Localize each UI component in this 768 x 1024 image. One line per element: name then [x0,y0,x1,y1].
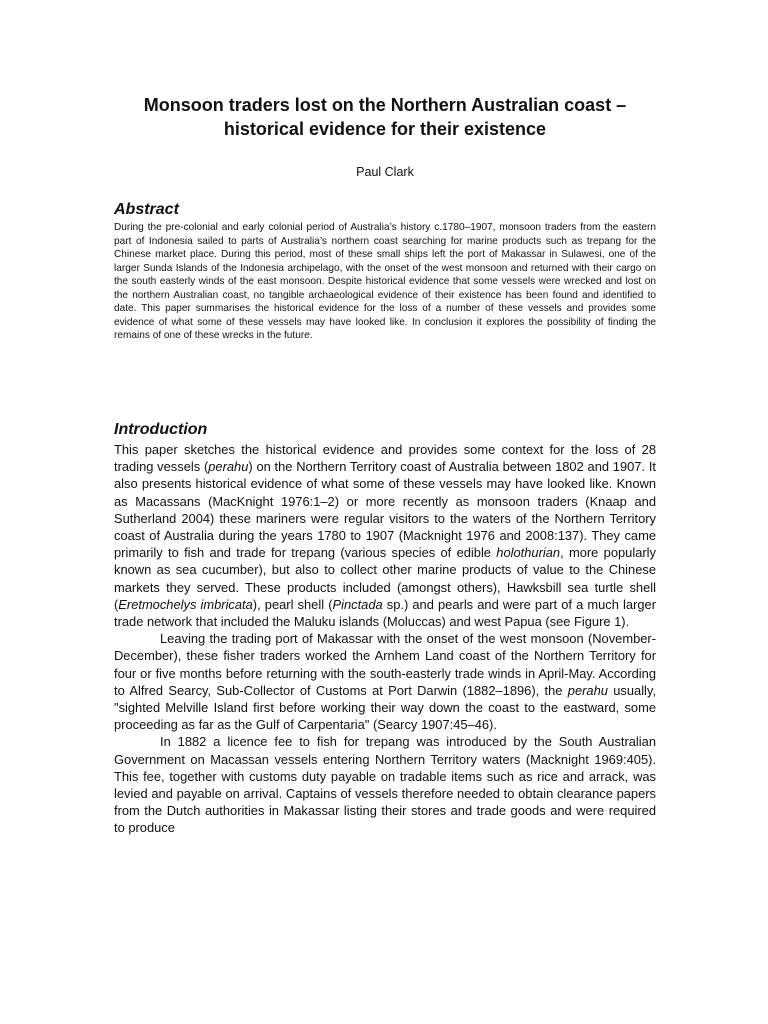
paper-title-line-2: historical evidence for their existence [223,119,547,139]
italic-term-perahu: perahu [208,459,249,475]
text-run: , more popularly known as sea cucumber), but also to collect other marine products of value to the Chinese markets they served. These products included (amongst others), Hawksbill sea turtle shell ( [114,545,656,612]
paper-title [114,93,656,141]
abstract-heading: Abstract [114,201,179,218]
italic-term-perahu: perahu [567,682,608,698]
text-run: usually, "sighted Melville Island first before working their way down the coast to the eastward, some proceeding as far as the Gulf of Carpentaria" (Searcy 1907:45–46). [114,682,656,733]
text-run: sp.) and pearls and were part of a much larger trade network that included the Maluku islands (Moluccas) and west Papua (see Figure 1). [114,596,656,630]
introduction-body [114,441,656,837]
text-run: Leaving the trading port of Makassar with the onset of the west monsoon (November-December), these fisher traders worked the Arnhem Land coast of the Northern Territory for four or five months before returning with the south-easterly trade winds in April-May. According to Alfred Searcy, Sub-Collector of Customs at Port Darwin (1882–1896), the [114,631,656,698]
text-run: ) on the Northern Territory coast of Australia between 1802 and 1907. It also presents historical evidence of what some of these vessels may have looked like. Known as Macassans (MacKnight 1976:1–2) or more recently as monsoon traders (Knaap and Sutherland 2004) these mariners were regular visitors to the waters of the Northern Territory coast of Australia during the years 1780 to 1907 (Macknight 1976 and 2008:137). They came primarily to fish and trade for trepang (various species of edible [114,459,656,561]
italic-term-pinctada: Pinctada [332,596,383,612]
introduction-paragraph-1 [114,441,656,630]
text-run: This paper sketches the historical evidence and provides some context for the loss of 28 trading vessels ( [114,442,656,475]
introduction-paragraph-2 [114,630,656,733]
italic-term-eretmochelys: Eretmochelys imbricata [118,596,253,612]
abstract-text: During the pre-colonial and early colonial period of Australia’s history c.1780–1907, monsoon traders from the eastern part of Indonesia sailed to parts of Australia’s northern coast searching for marine products such as trepang for the Chinese market place. During this period, most of these small ships left the port of Makassar in Sulawesi, one of the larger Sunda Islands of the Indonesia archipelago, with the onset of the west monsoon and returned with their cargo on the south easterly winds of the east monsoon. Despite historical evidence that some vessels were wrecked and lost on the northern Australian coast, no tangible archaeological evidence of their existence has been found and identified to date. This paper summarises the historical evidence for the loss of a number of these vessels and provides some evidence of what some of these vessels may have looked like. In conclusion it explores the possibility of finding the remains of one of these wrecks in the future. [114,222,656,341]
introduction-heading: Introduction [114,421,208,438]
introduction-paragraph-3: In 1882 a licence fee to fish for trepang was introduced by the South Australian Government on Macassan vessels entering Northern Territory waters (Macknight 1969:405). This fee, together with customs duty payable on tradable items such as rice and arrack, was levied and payable on arrival. Captains of vessels therefore needed to obtain clearance papers from the Dutch authorities in Makassar listing their stores and trade goods and were required to produce [114,734,656,836]
italic-term-holothurian: holothurian [496,545,561,561]
text-run: ), pearl shell ( [252,596,333,612]
paper-author: Paul Clark [356,165,414,179]
paper-title-line-1: Monsoon traders lost on the Northern Australian coast – [143,95,627,115]
